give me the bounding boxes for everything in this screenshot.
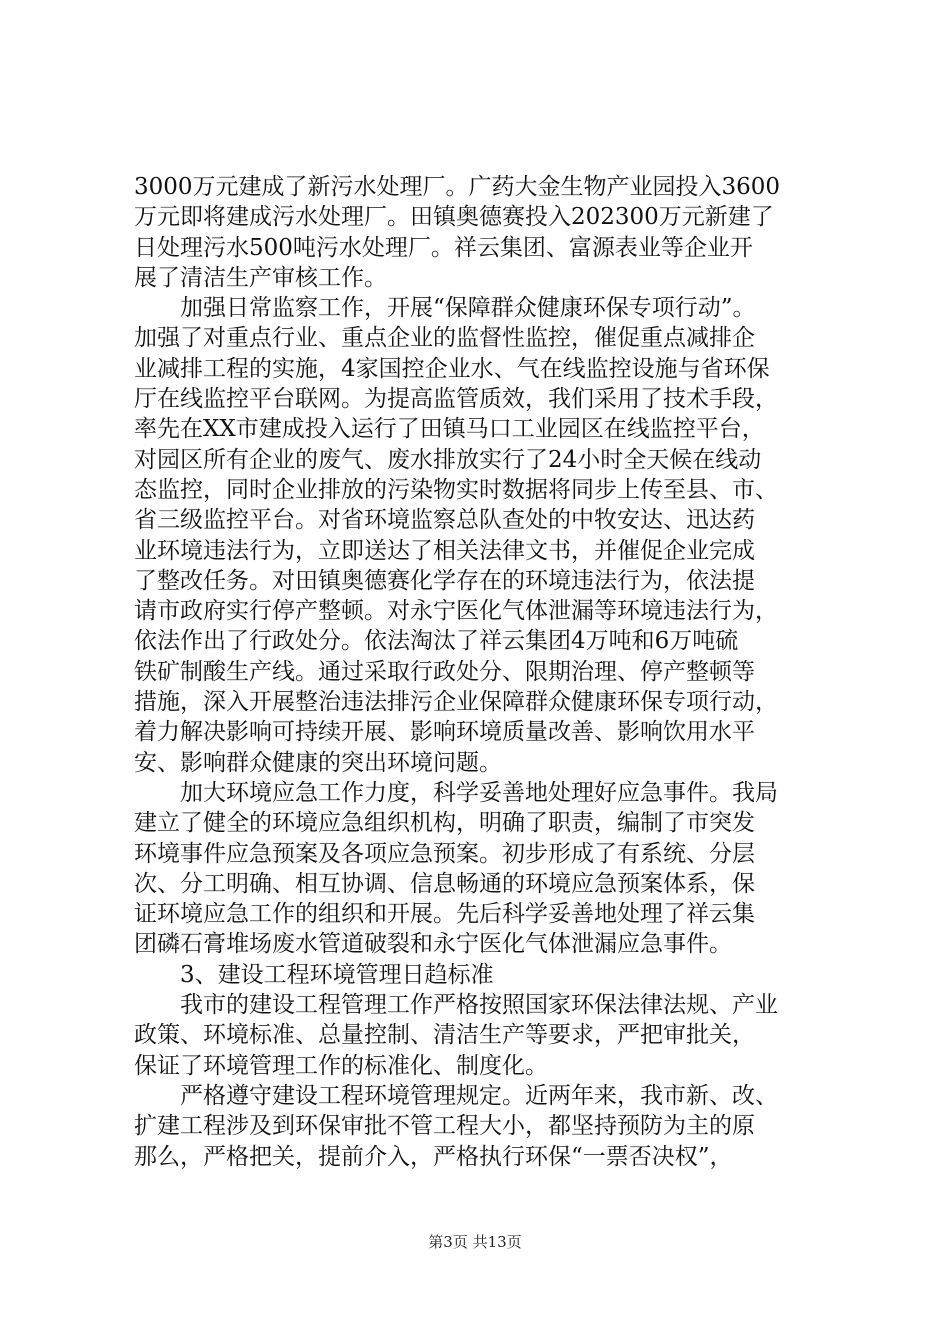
paragraph-line: 加强日常监察工作，开展“保障群众健康环保专项行动”。 bbox=[180, 295, 756, 322]
paragraph-line: 请市政府实行停产整顿。对永宁医化气体泄漏等环境违法行为， bbox=[134, 598, 778, 625]
paragraph-line: 业环境违法行为，立即送达了相关法律文书，并催促企业完成 bbox=[134, 537, 755, 564]
text-lines bbox=[134, 172, 834, 1172]
paragraph-line: 省三级监控平台。对省环境监察总队查处的中牧安达、迅达药 bbox=[134, 507, 755, 534]
paragraph-line: 那么，严格把关，提前介入，严格执行环保“一票否决权”， bbox=[134, 1143, 733, 1170]
paragraph-line: 依法作出了行政处分。依法淘汰了祥云集团4万吨和6万吨硫 bbox=[134, 628, 739, 655]
paragraph-line: 率先在XX市建成投入运行了田镇马口工业园区在线监控平台， bbox=[134, 416, 765, 443]
paragraph-line: 日处理污水500吨污水处理厂。祥云集团、富源表业等企业开 bbox=[134, 234, 753, 261]
paragraph-line: 证环境应急工作的组织和开展。先后科学妥善地处理了祥云集 bbox=[134, 901, 755, 928]
paragraph-line: 扩建工程涉及到环保审批不管工程大小，都坚持预防为主的原 bbox=[134, 1113, 755, 1140]
paragraph-line: 加强了对重点行业、重点企业的监督性监控，催促重点减排企 bbox=[134, 325, 755, 352]
paragraph-line: 建立了健全的环境应急组织机构，明确了职责，编制了市突发 bbox=[134, 810, 755, 837]
paragraph-line: 我市的建设工程管理工作严格按照国家环保法律法规、产业 bbox=[180, 992, 778, 1019]
paragraph-line: 对园区所有企业的废气、废水排放实行了24小时全天候在线动 bbox=[134, 446, 762, 473]
paragraph-line: 严格遵守建设工程环境管理规定。近两年来，我市新、改、 bbox=[180, 1082, 778, 1109]
paragraph-line: 政策、环境标准、总量控制、清洁生产等要求，严把审批关， bbox=[134, 1022, 755, 1049]
paragraph-line: 着力解决影响可持续开展、影响环境质量改善、影响饮用水平 bbox=[134, 719, 755, 746]
paragraph-line: 措施，深入开展整治违法排污企业保障群众健康环保专项行动， bbox=[134, 689, 778, 716]
document-body bbox=[134, 172, 834, 1172]
paragraph-line: 态监控，同时企业排放的污染物实时数据将同步上传至县、市、 bbox=[134, 476, 778, 503]
paragraph-line: 万元即将建成污水处理厂。田镇奥德赛投入202300万元新建了 bbox=[134, 204, 774, 231]
paragraph-line: 加大环境应急工作力度，科学妥善地处理好应急事件。我局 bbox=[180, 779, 778, 806]
paragraph-line: 安、影响群众健康的突出环境问题。 bbox=[134, 749, 502, 776]
paragraph-line: 铁矿制酸生产线。通过采取行政处分、限期治理、停产整顿等 bbox=[134, 658, 755, 685]
paragraph-line: 次、分工明确、相互协调、信息畅通的环境应急预案体系，保 bbox=[134, 870, 755, 897]
paragraph-line: 业减排工程的实施，4家国控企业水、气在线监控设施与省环保 bbox=[134, 355, 770, 382]
paragraph-line: 团磷石膏堆场废水管道破裂和永宁医化气体泄漏应急事件。 bbox=[134, 931, 732, 958]
paragraph-line: 展了清洁生产审核工作。 bbox=[134, 264, 387, 291]
paragraph-line: 保证了环境管理工作的标准化、制度化。 bbox=[134, 1052, 548, 1079]
paragraph-line: 3000万元建成了新污水处理厂。广药大金生物产业园投入3600 bbox=[134, 174, 781, 200]
paragraph-line: 环境事件应急预案及各项应急预案。初步形成了有系统、分层 bbox=[134, 840, 755, 867]
paragraph-line: 3、建设工程环境管理日趋标准 bbox=[180, 961, 494, 988]
page-footer: 第3页 共13页 bbox=[428, 1233, 522, 1251]
paragraph-line: 了整改任务。对田镇奥德赛化学存在的环境违法行为，依法提 bbox=[134, 567, 755, 594]
paragraph-line: 厅在线监控平台联网。为提高监管质效，我们采用了技术手段， bbox=[134, 386, 778, 413]
